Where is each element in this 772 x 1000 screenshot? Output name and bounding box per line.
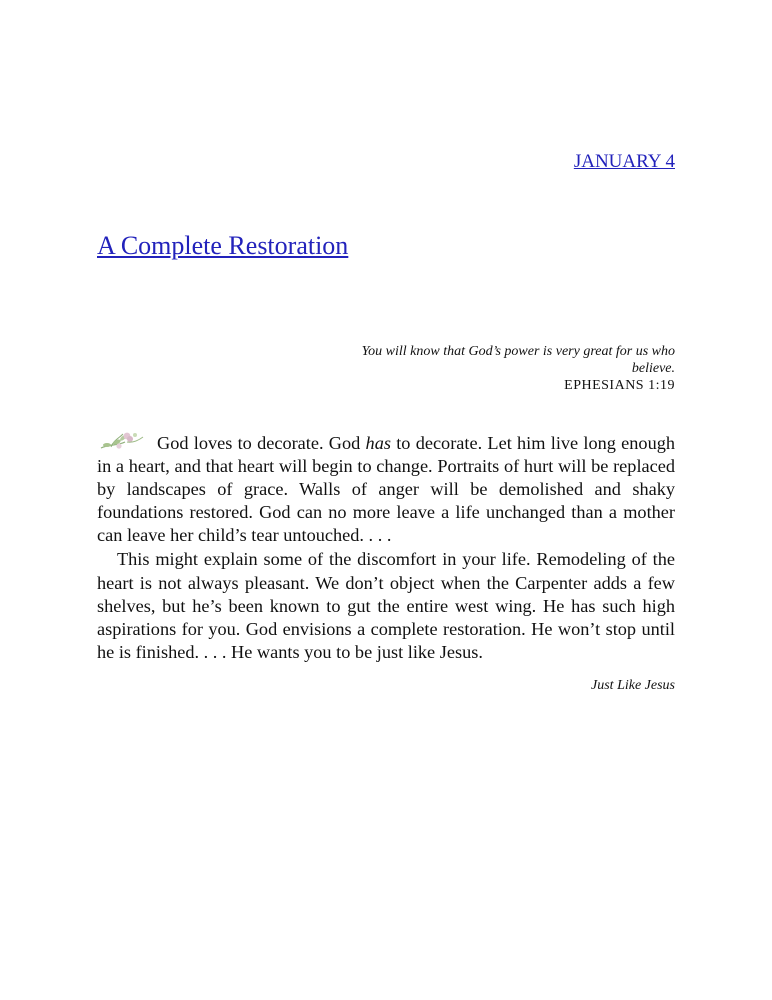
- paragraph-1-emphasis: has: [365, 433, 391, 453]
- page-title[interactable]: A Complete Restoration: [97, 231, 349, 260]
- paragraph-2: This might explain some of the discomfort in your life. Remodeling of the heart is not always pleasant. We don’t object when the Carpenter adds a few shelves, but he’s been known to gut the entire west wing. He has such high aspirations for you. God envisions a complete restoration. He won’t stop until he is finished. . . . He wants you to be just like Jesus.: [97, 549, 675, 662]
- epigraph-reference: EPHESIANS 1:19: [564, 378, 675, 393]
- paragraph-1: [97, 430, 675, 547]
- epigraph-verse: You will know that God’s power is very great for us who believe.: [361, 344, 675, 376]
- source-citation: Just Like Jesus: [591, 678, 675, 693]
- devotional-body: [97, 430, 675, 664]
- date-link[interactable]: JANUARY 4: [573, 151, 675, 172]
- paragraph-1-lead: God loves to decorate. God: [157, 433, 366, 453]
- floral-ornament-icon: [97, 430, 149, 452]
- paragraph-1-rest: to decorate. Let him live long enough in a heart, and that heart will begin to change. Portraits of hurt will be replaced by landscapes of grace. Walls of anger will be demolished and shaky foundations restored. God can no more leave a life unchanged than a mother can leave her child’s tear untouched. . . .: [97, 433, 675, 546]
- epigraph: [345, 343, 675, 394]
